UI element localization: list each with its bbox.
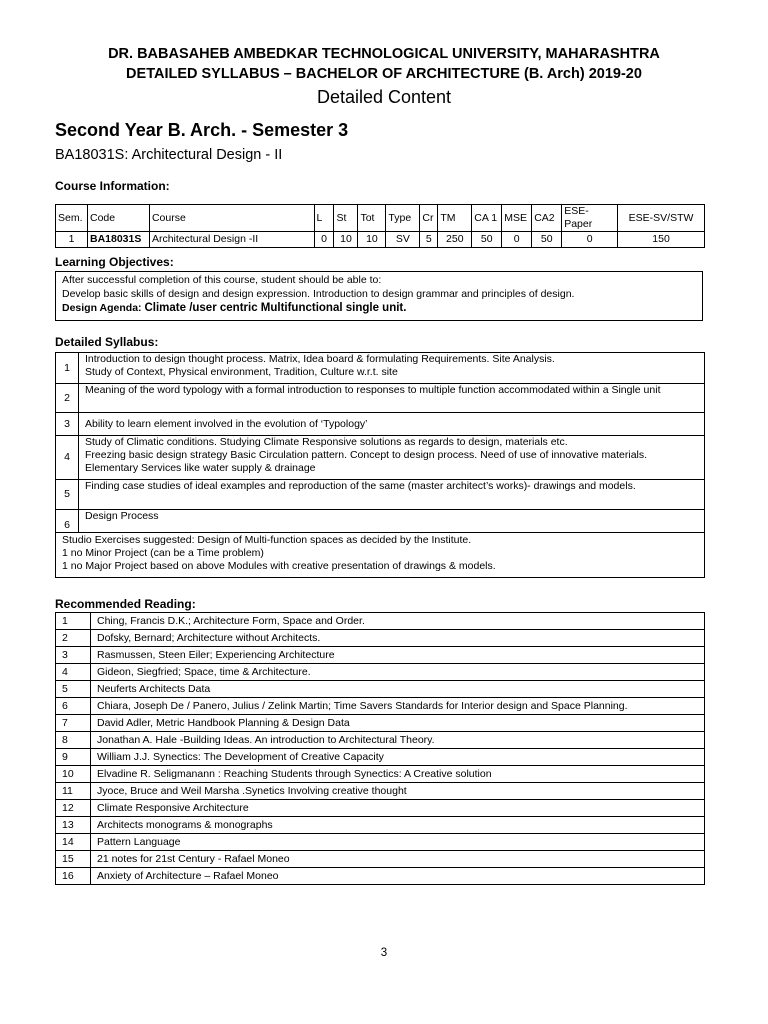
reading-row — [56, 630, 705, 647]
data-cell: 50 — [532, 232, 562, 248]
module-text: Meaning of the word typology with a formal introduction to responses to multiple function accommodated within a Single unit — [79, 384, 705, 413]
data-cell: 50 — [472, 232, 502, 248]
syllabus-row — [56, 353, 705, 384]
syllabus-table — [55, 352, 705, 578]
reading-table — [55, 612, 705, 885]
reading-row — [56, 834, 705, 851]
reading-number: 11 — [56, 783, 91, 800]
data-cell: Architectural Design -II — [149, 232, 314, 248]
reading-number: 8 — [56, 732, 91, 749]
header-cell: Tot — [358, 205, 386, 232]
reading-text: Dofsky, Bernard; Architecture without Architects. — [91, 630, 705, 647]
design-agenda — [62, 301, 702, 315]
data-cell: 10 — [358, 232, 386, 248]
syllabus-row — [56, 510, 705, 533]
reading-number: 1 — [56, 613, 91, 630]
design-agenda-value: Climate /user centric Multifunctional single unit. — [144, 302, 407, 314]
reading-row — [56, 868, 705, 885]
reading-number: 14 — [56, 834, 91, 851]
module-number: 6 — [56, 510, 79, 533]
module-line: Study of Climatic conditions. Studying Climate Responsive solutions as regards to design, materials etc. — [85, 436, 568, 448]
learning-objectives-heading: Learning Objectives: — [55, 255, 174, 269]
course-info-heading: Course Information: — [55, 179, 170, 193]
reading-row — [56, 732, 705, 749]
reading-text: David Adler, Metric Handbook Planning & Design Data — [91, 715, 705, 732]
data-cell: 150 — [618, 232, 705, 248]
reading-number: 16 — [56, 868, 91, 885]
module-line: Study of Context, Physical environment, Tradition, Culture w.r.t. site — [85, 366, 398, 378]
reading-text: Elvadine R. Seligmanann : Reaching Students through Synectics: A Creative solution — [91, 766, 705, 783]
recommended-reading-heading: Recommended Reading: — [55, 597, 196, 611]
syllabus-title: DETAILED SYLLABUS – BACHELOR OF ARCHITECTURE (B. Arch) 2019-20 — [126, 66, 642, 82]
reading-number: 9 — [56, 749, 91, 766]
header-cell: ESE-Paper — [562, 205, 618, 232]
reading-number: 15 — [56, 851, 91, 868]
header-cell: ESE-SV/STW — [618, 205, 705, 232]
course-info-header-row — [56, 205, 705, 232]
module-number: 4 — [56, 436, 79, 480]
objective-line: Develop basic skills of design and design expression. Introduction to design grammar and principles of design. — [62, 288, 575, 300]
data-cell: 0 — [562, 232, 618, 248]
module-text: Design Process — [79, 510, 705, 533]
module-line: Introduction to design thought process. Matrix, Idea board & formulating Requirements. Site Analysis. — [85, 353, 555, 365]
module-text — [79, 353, 705, 384]
page-number: 3 — [380, 947, 388, 959]
header-cell: L — [314, 205, 334, 232]
course-code-cell: BA18031S — [87, 232, 149, 248]
objective-line: After successful completion of this course, student should be able to: — [62, 274, 382, 286]
reading-row — [56, 851, 705, 868]
data-cell: SV — [386, 232, 420, 248]
studio-exercises-row — [56, 533, 705, 578]
header-cell: MSE — [502, 205, 532, 232]
header-cell: St — [334, 205, 358, 232]
reading-text: Anxiety of Architecture – Rafael Moneo — [91, 868, 705, 885]
studio-exercises — [56, 533, 705, 578]
reading-text: Gideon, Siegfried; Space, time & Architecture. — [91, 664, 705, 681]
syllabus-row — [56, 480, 705, 510]
reading-text: Climate Responsive Architecture — [91, 800, 705, 817]
reading-row — [56, 664, 705, 681]
syllabus-row — [56, 436, 705, 480]
reading-row — [56, 766, 705, 783]
module-text: Finding case studies of ideal examples and reproduction of the same (master architect’s works)- drawings and models. — [79, 480, 705, 510]
module-line: Freezing basic design strategy Basic Circulation pattern. Concept to design process. Need of use of innovative materials. Elementary Services like water supply & drainage — [85, 449, 648, 474]
university-name: DR. BABASAHEB AMBEDKAR TECHNOLOGICAL UNIVERSITY, MAHARASHTRA — [108, 46, 660, 62]
semester-title: Second Year B. Arch. - Semester 3 — [55, 120, 349, 140]
detailed-syllabus-heading: Detailed Syllabus: — [55, 335, 159, 349]
reading-text: Jyoce, Bruce and Weil Marsha .Synetics Involving creative thought — [91, 783, 705, 800]
module-number: 2 — [56, 384, 79, 413]
reading-text: Architects monograms & monographs — [91, 817, 705, 834]
reading-text: William J.J. Synectics: The Development of Creative Capacity — [91, 749, 705, 766]
reading-text: Jonathan A. Hale -Building Ideas. An introduction to Architectural Theory. — [91, 732, 705, 749]
data-cell: 250 — [438, 232, 472, 248]
reading-text: Rasmussen, Steen Eiler; Experiencing Architecture — [91, 647, 705, 664]
reading-number: 13 — [56, 817, 91, 834]
reading-row — [56, 715, 705, 732]
header-cell: Cr — [420, 205, 438, 232]
module-number: 1 — [56, 353, 79, 384]
reading-row — [56, 800, 705, 817]
course-title: BA18031S: Architectural Design - II — [55, 147, 283, 163]
reading-text: Pattern Language — [91, 834, 705, 851]
course-info-data-row — [56, 232, 705, 248]
module-number: 5 — [56, 480, 79, 510]
detailed-content-title: Detailed Content — [316, 87, 452, 107]
header-cell: Type — [386, 205, 420, 232]
header-cell: Code — [87, 205, 149, 232]
syllabus-row — [56, 384, 705, 413]
reading-number: 10 — [56, 766, 91, 783]
header-cell: CA2 — [532, 205, 562, 232]
reading-number: 2 — [56, 630, 91, 647]
reading-row — [56, 783, 705, 800]
reading-number: 4 — [56, 664, 91, 681]
data-cell: 10 — [334, 232, 358, 248]
reading-number: 7 — [56, 715, 91, 732]
data-cell: 1 — [56, 232, 88, 248]
design-agenda-label: Design Agenda: — [62, 302, 145, 314]
reading-text: Ching, Francis D.K.; Architecture Form, Space and Order. — [91, 613, 705, 630]
reading-text: 21 notes for 21st Century - Rafael Moneo — [91, 851, 705, 868]
studio-line: 1 no Minor Project (can be a Time problem) — [62, 547, 264, 559]
data-cell: 0 — [502, 232, 532, 248]
header-cell: Sem. — [56, 205, 88, 232]
reading-text: Neuferts Architects Data — [91, 681, 705, 698]
reading-row — [56, 749, 705, 766]
reading-text: Chiara, Joseph De / Panero, Julius / Zelink Martin; Time Savers Standards for Interior design and Space Planning. — [91, 698, 705, 715]
learning-objectives-box — [55, 271, 703, 321]
reading-number: 3 — [56, 647, 91, 664]
reading-row — [56, 613, 705, 630]
reading-row — [56, 647, 705, 664]
data-cell: 5 — [420, 232, 438, 248]
header-cell: CA 1 — [472, 205, 502, 232]
header-cell: Course — [149, 205, 314, 232]
module-text: Ability to learn element involved in the evolution of ‘Typology’ — [79, 413, 705, 436]
header-cell: TM — [438, 205, 472, 232]
syllabus-row — [56, 413, 705, 436]
module-text — [79, 436, 705, 480]
data-cell: 0 — [314, 232, 334, 248]
studio-line: Studio Exercises suggested: Design of Multi-function spaces as decided by the Institute. — [62, 534, 472, 546]
reading-row — [56, 698, 705, 715]
reading-row — [56, 817, 705, 834]
reading-number: 6 — [56, 698, 91, 715]
module-number: 3 — [56, 413, 79, 436]
studio-line: 1 no Major Project based on above Modules with creative presentation of drawings & models. — [62, 560, 496, 572]
reading-number: 5 — [56, 681, 91, 698]
reading-row — [56, 681, 705, 698]
course-info-table — [55, 204, 705, 248]
reading-number: 12 — [56, 800, 91, 817]
